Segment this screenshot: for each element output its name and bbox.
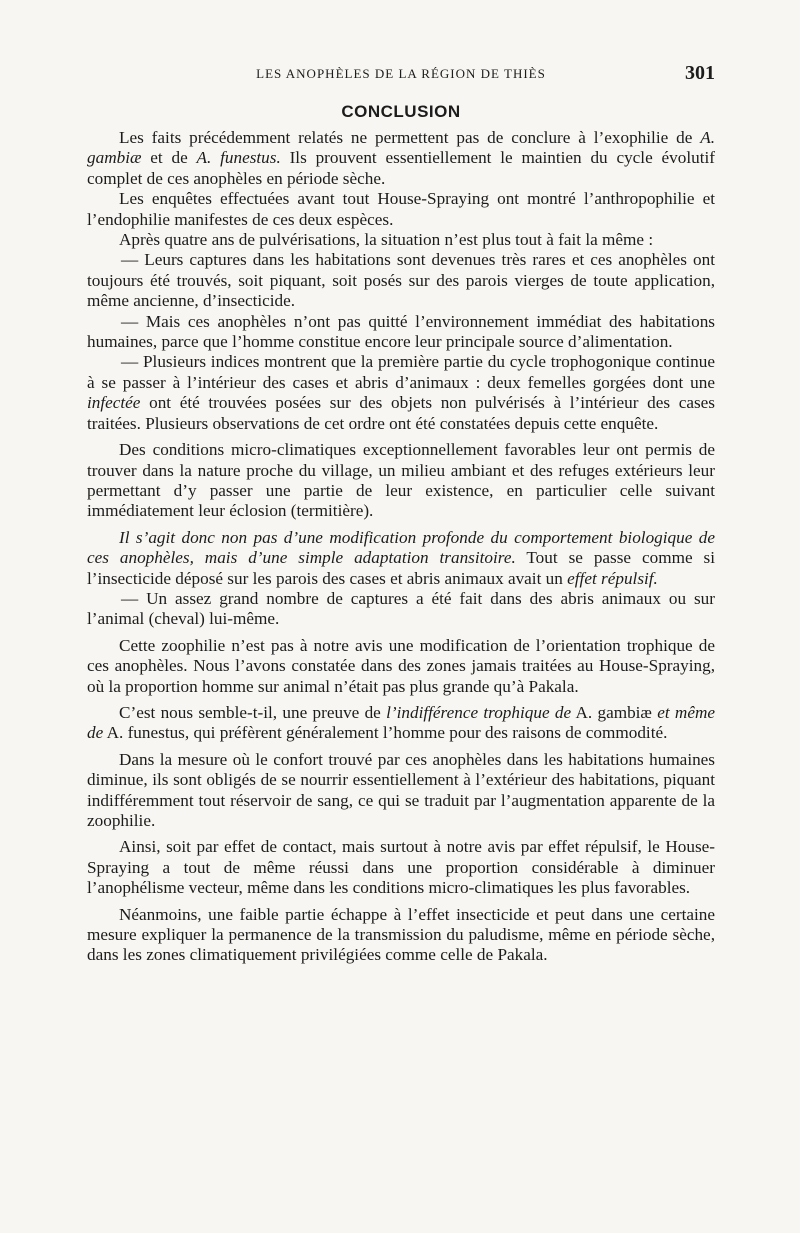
section-heading: CONCLUSION xyxy=(341,102,461,121)
paragraph-3: Après quatre ans de pulvérisations, la situation n’est plus tout à fait la même : xyxy=(119,230,654,250)
paragraph-5: — Mais ces anophèles n’ont pas quitté l’environnement immédiat des habitations humaines, parce que l’homme constitue encore leur principale source d’alimentation. xyxy=(87,311,715,352)
page-number: 301 xyxy=(685,62,715,84)
page xyxy=(87,62,715,966)
running-head xyxy=(87,62,715,92)
paragraph-8: Il s’agit donc non pas d’une modification profonde du comportement biologique de ces anophèles, mais d’une simple adaptation transitoire. Tout se passe comme si l’insecticide déposé sur les parois des cases et abris animaux avait un effet répulsif. xyxy=(87,527,715,588)
paragraph-2: Les enquêtes effectuées avant tout House-Spraying ont montré l’anthropophilie et l’endophilie manifestes de ces deux espèces. xyxy=(87,189,715,229)
paragraph-11: C’est nous semble-t-il, une preuve de l’indifférence trophique de A. gambiæ et même de A. funestus, qui préfèrent généralement l’homme pour des raisons de commodité. xyxy=(87,702,715,743)
paragraph-10: Cette zoophilie n’est pas à notre avis une modification de l’orientation trophique de ces anophèles. Nous l’avons constatée dans des zones jamais traitées au House-Spraying, où la proportion homme sur animal n’était pas plus grande qu’à Pakala. xyxy=(87,635,715,696)
paragraph-6: — Plusieurs indices montrent que la première partie du cycle trophogonique continue à se passer à l’intérieur des cases et abris d’animaux : deux femelles gorgées dont une infectée ont été trouvées posées sur des objets non pulvérisés à l’intérieur des cases traitées. Plusieurs observations de cet ordre ont été constatées depuis cette enquête. xyxy=(87,352,715,433)
paragraph-7: Des conditions micro-climatiques exceptionnellement favorables leur ont permis de trouver dans la nature proche du village, un milieu ambiant et des refuges extérieurs leur permettant d’y passer une partie de leur existence, en particulier celle suivant immédiatement leur éclosion (termitière). xyxy=(87,440,715,521)
paragraph-12: Dans la mesure où le confort trouvé par ces anophèles dans les habitations humaines diminue, ils sont obligés de se nourrir essentiellement à l’extérieur des habitations, piquant indifféremment tout réservoir de sang, ce qui se traduit par l’augmentation apparente de la zoophilie. xyxy=(87,749,715,830)
running-title: LES ANOPHÈLES DE LA RÉGION DE THIÈS xyxy=(256,66,546,81)
paragraph-1: Les faits précédemment relatés ne permettent pas de conclure à l’exophilie de A. gambiæ et de A. funestus. Ils prouvent essentiellement le maintien du cycle évolutif complet de ces anophèles en période sèche. xyxy=(87,128,715,188)
paragraph-9: — Un assez grand nombre de captures a été fait dans des abris animaux ou sur l’animal (cheval) lui-même. xyxy=(87,588,715,629)
paragraph-14: Néanmoins, une faible partie échappe à l’effet insecticide et peut dans une certaine mesure expliquer la permanence de la transmission du paludisme, même en période sèche, dans les zones climatiquement privilégiées comme celle de Pakala. xyxy=(87,904,715,965)
paragraph-13: Ainsi, soit par effet de contact, mais surtout à notre avis par effet répulsif, le House-Spraying a tout de même réussi dans une proportion considérable à diminuer l’anophélisme vecteur, même dans les conditions micro-climatiques les plus favorables. xyxy=(87,837,715,898)
paragraph-4: — Leurs captures dans les habitations sont devenues très rares et ces anophèles ont toujours été trouvés, soit piquant, soit posés sur des parois vierges de toute application, même ancienne, d’insecticide. xyxy=(87,250,715,311)
